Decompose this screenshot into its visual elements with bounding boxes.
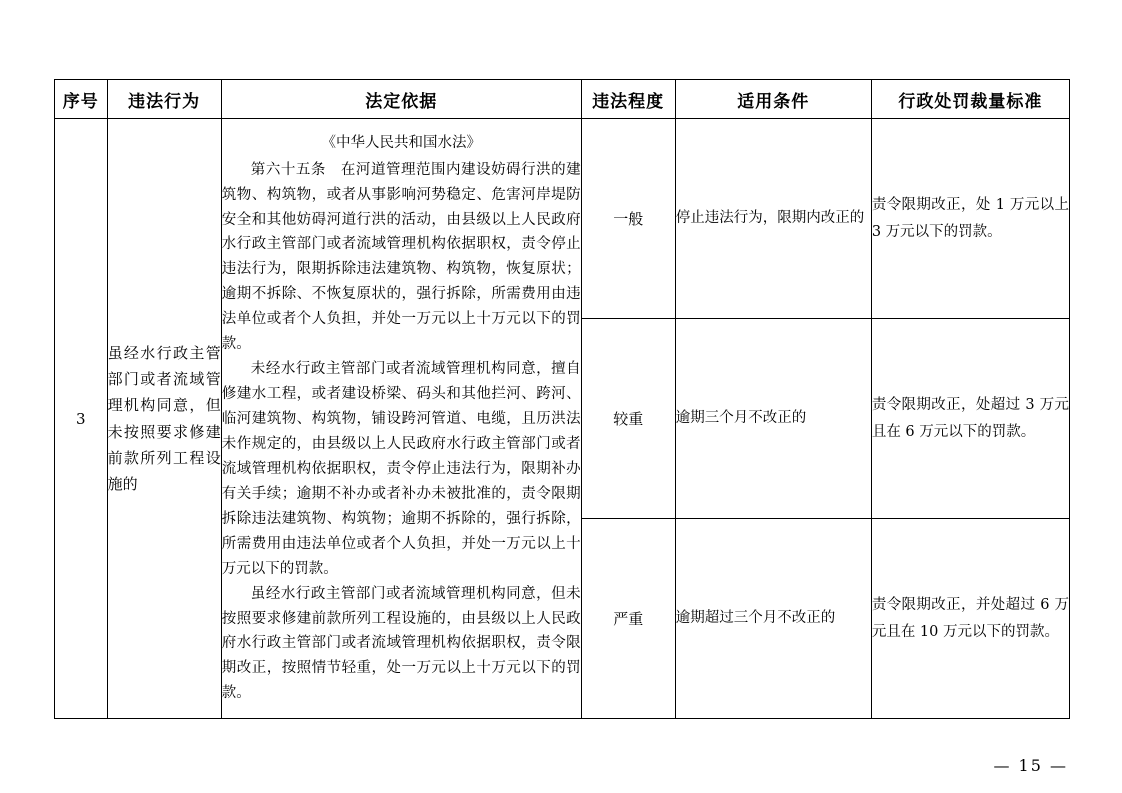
legal-basis-paragraph-1: 第六十五条 在河道管理范围内建设妨碍行洪的建筑物、构筑物，或者从事影响河势稳定、危害河岸堤防安全和其他妨碍河道行洪的活动，由县级以上人民政府水行政主管部门或者流域管理机构依据职权，责令停止违法行为，限期拆除违法建筑物、构筑物，恢复原状；逾期不拆除、不恢复原状的，强行拆除，所需费用由违法单位或者个人负担，并处一万元以上十万元以下的罚款。 [221, 161, 581, 353]
legal-basis-paragraph-3: 虽经水行政主管部门或者流域管理机构同意，但未按照要求修建前款所列工程设施的，由县级以上人民政府水行政主管部门或者流域管理机构依据职权，责令限期改正，按照情节轻重，处一万元以上十万元以下的罚款。 [221, 585, 581, 702]
column-header-condition: 适用条件 [675, 80, 871, 119]
penalty-discretion-table [54, 79, 1070, 719]
cell-standard-serious: 责令限期改正，处超过 3 万元且在 6 万元以下的罚款。 [871, 319, 1069, 519]
column-header-degree: 违法程度 [581, 80, 675, 119]
cell-degree-serious: 较重 [581, 319, 675, 519]
cell-legal-basis [221, 119, 581, 719]
column-header-illegal-act: 违法行为 [107, 80, 221, 119]
table-row [55, 119, 1070, 319]
column-header-legal-basis: 法定依据 [221, 80, 581, 119]
page-number: — 15 — [993, 756, 1068, 775]
cell-degree-severe: 严重 [581, 519, 675, 719]
cell-standard-severe: 责令限期改正，并处超过 6 万元且在 10 万元以下的罚款。 [871, 519, 1069, 719]
cell-condition-general: 停止违法行为，限期内改正的 [675, 119, 871, 319]
cell-condition-serious: 逾期三个月不改正的 [675, 319, 871, 519]
column-header-standard: 行政处罚裁量标准 [871, 80, 1069, 119]
law-title: 《中华人民共和国水法》 [321, 134, 481, 151]
cell-illegal-act: 虽经水行政主管部门或者流域管理机构同意，但未按照要求修建前款所列工程设施的 [107, 119, 221, 719]
cell-sequence-number: 3 [55, 119, 108, 719]
cell-condition-severe: 逾期超过三个月不改正的 [675, 519, 871, 719]
legal-basis-paragraph-2: 未经水行政主管部门或者流域管理机构同意，擅自修建水工程，或者建设桥梁、码头和其他拦河、跨河、临河建筑物、构筑物，铺设跨河管道、电缆，且历洪法未作规定的，由县级以上人民政府水行政主管部门或者流域管理机构依据职权，责令停止违法行为，限期补办有关手续；逾期不补办或者补办未被批准的，责令限期拆除违法建筑物、构筑物；逾期不拆除的，强行拆除，所需费用由违法单位或者个人负担，并处一万元以上十万元以下的罚款。 [221, 361, 581, 577]
cell-standard-general: 责令限期改正，处 1 万元以上 3 万元以下的罚款。 [871, 119, 1069, 319]
cell-degree-general: 一般 [581, 119, 675, 319]
column-header-seq: 序号 [55, 80, 108, 119]
table-header-row [55, 80, 1070, 119]
